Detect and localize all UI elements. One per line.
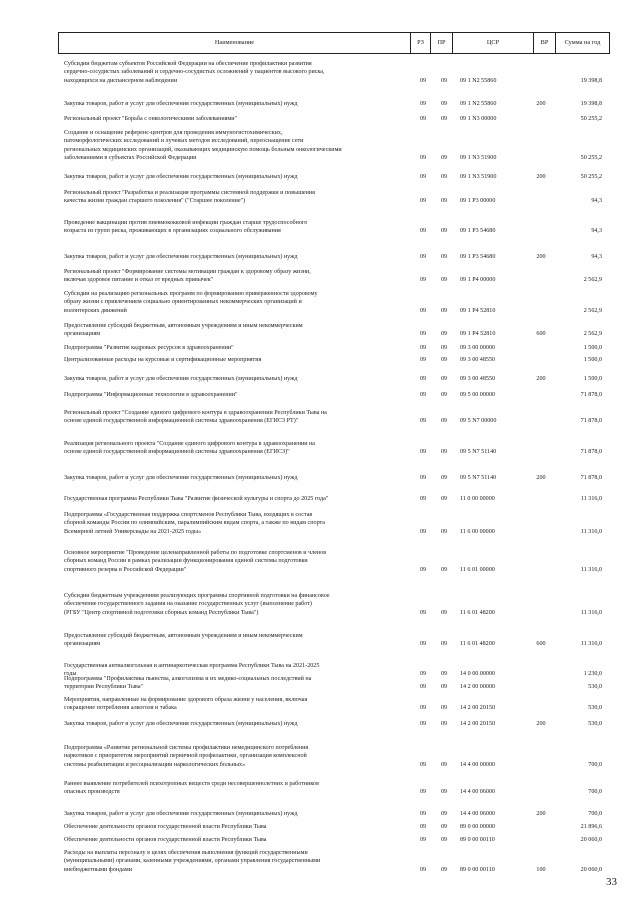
row-sum: 1 500,0 xyxy=(583,357,602,363)
row-pr: 09 xyxy=(440,721,448,727)
row-rz: 09 xyxy=(419,228,427,235)
row-name xyxy=(64,409,406,426)
row-name-line: спортивного резерва в Российской Федерации" xyxy=(64,566,187,573)
row-name-line: территории Республики Тыва" xyxy=(64,684,144,691)
header-rz: РЗ xyxy=(411,33,431,53)
row-sum: 50 255,2 xyxy=(580,174,602,180)
row-name-line: Региональный проект "Борьба с онкологическими заболеваниями" xyxy=(64,116,238,122)
row-name-line: сердечно-сосудистых заболеваний и сердечно-сосудистых осложнений у пациентов высокого риска, xyxy=(64,69,325,76)
row-sum: 11 316,0 xyxy=(580,609,602,616)
row-pr: 09 xyxy=(440,228,448,235)
row-pr: 09 xyxy=(440,154,448,161)
row-name-line: Основное мероприятие "Проведение целенаправленной работы по подготовке спортсменов и членов xyxy=(64,550,327,556)
row-name-line: Закупка товаров, работ и услуг для обеспечения государственных (муниципальных) нужд xyxy=(64,174,298,180)
row-pr: 09 xyxy=(440,671,448,678)
row-name-line: Закупка товаров, работ и услуг для обеспечения государственных (муниципальных) нужд xyxy=(64,811,298,817)
row-csr: 11 6 01 00000 xyxy=(460,566,495,573)
row-sum: 530,0 xyxy=(588,721,602,727)
row-pr: 09 xyxy=(440,449,448,456)
row-csr: 11 0 00 00000 xyxy=(460,496,495,502)
row-pr: 09 xyxy=(440,331,448,338)
row-pr: 09 xyxy=(440,307,448,314)
row-csr: 11 6 01 48200 xyxy=(460,641,495,648)
row-sum: 50 255,2 xyxy=(580,154,602,161)
row-name-line: Обеспечение деятельности органов государственной власти Республики Тыва xyxy=(64,824,267,830)
row-name-line: основе единой государственной информационной системы здравоохранения (ЕГИСЗ)" xyxy=(64,449,290,456)
row-name-line: Проведение вакцинации против пневмококковой инфекции граждан старше трудоспособного xyxy=(64,220,308,226)
row-sum: 1 500,0 xyxy=(583,376,602,382)
row-name xyxy=(64,675,406,692)
row-csr: 09 1 N2 55860 xyxy=(460,77,497,84)
row-name-line: Региональный проект "Создание единого цифрового контура в здравоохранении Республики Тыва на xyxy=(64,410,327,416)
row-pr: 09 xyxy=(440,277,448,284)
row-csr: 09 5 N7 51140 xyxy=(460,475,497,481)
row-rz: 09 xyxy=(419,866,427,873)
row-csr: 09 5 N7 00000 xyxy=(460,418,497,425)
row-csr: 14 4 00 06000 xyxy=(460,789,496,796)
row-rz: 09 xyxy=(419,392,427,398)
row-name-line: Подпрограмма "Информационные технологии в здравоохранении" xyxy=(64,392,238,398)
row-name-line: сборных команд России в рамках реализации функционирования единой системы подготовки xyxy=(64,558,308,565)
row-pr: 09 xyxy=(440,641,448,648)
row-name xyxy=(64,189,406,206)
row-name-line: Расходы на выплаты персоналу в целях обеспечения выполнения функций государственными xyxy=(64,850,308,856)
row-sum: 19 398,8 xyxy=(580,101,602,107)
row-sum: 530,0 xyxy=(588,684,602,691)
row-vr: 100 xyxy=(536,866,546,873)
row-name xyxy=(64,253,406,261)
row-name-line: Всемирной летней Универсиады на 2021-2025 годы» xyxy=(64,528,202,535)
row-name-line: включая здоровое питание и отказ от вредных привычек" xyxy=(64,277,214,284)
row-name-line: Централизованные расходы на курсовые и сертификационные мероприятия xyxy=(64,357,262,363)
row-rz: 09 xyxy=(419,345,427,351)
row-rz: 09 xyxy=(419,449,427,456)
row-name xyxy=(64,696,406,713)
row-csr: 09 1 P3 54680 xyxy=(460,254,496,260)
row-rz: 09 xyxy=(419,566,427,573)
row-pr: 09 xyxy=(440,684,448,691)
row-csr: 14 0 00 00000 xyxy=(460,671,496,678)
row-name xyxy=(64,744,406,769)
row-csr: 14 4 00 06000 xyxy=(460,811,496,817)
header-vr: ВР xyxy=(534,33,556,53)
row-name-line: Предоставление субсидий бюджетным, автономным учреждениям и иным некоммерческим xyxy=(64,323,303,329)
row-rz: 09 xyxy=(419,101,427,107)
row-pr: 09 xyxy=(440,376,448,382)
row-name xyxy=(64,440,406,457)
row-sum: 530,0 xyxy=(588,705,602,712)
row-pr: 09 xyxy=(440,475,448,481)
row-rz: 09 xyxy=(419,811,427,817)
row-csr: 09 1 P4 00000 xyxy=(460,277,496,284)
table-header xyxy=(58,32,610,54)
row-name xyxy=(64,173,406,181)
row-csr: 89 0 00 00110 xyxy=(460,837,495,843)
row-name-line: Региональный проект "Разработка и реализация программы системной поддержки и повышения xyxy=(64,190,315,196)
row-name xyxy=(64,219,406,236)
row-pr: 09 xyxy=(440,761,448,768)
row-pr: 09 xyxy=(440,609,448,616)
row-pr: 09 xyxy=(440,101,448,107)
header-pr: ПР xyxy=(431,33,453,53)
row-name-line: обеспечение государственного задания на оказание государственных услуг (выполнение работ) xyxy=(64,601,312,608)
row-name-line: Создание и оснащение референс-центров для проведения иммуногистохимических, xyxy=(64,130,283,136)
row-name-line: опасных производств xyxy=(64,789,120,796)
row-vr: 600 xyxy=(536,331,546,338)
row-vr: 200 xyxy=(536,376,546,382)
row-name xyxy=(64,592,406,617)
row-name-line: Закупка товаров, работ и услуг для обеспечения государственных (муниципальных) нужд xyxy=(64,254,298,260)
row-csr: 14 2 00 20150 xyxy=(460,705,496,712)
row-rz: 09 xyxy=(419,307,427,314)
row-pr: 09 xyxy=(440,392,448,398)
row-csr: 09 1 P4 52810 xyxy=(460,307,496,314)
row-name-line: волонтерских движений xyxy=(64,307,127,314)
row-name xyxy=(64,115,406,123)
row-name-line: Государственная антиалкогольная и антинаркотическая программа Республики Тыва на 2021-2025 xyxy=(64,663,320,669)
row-name-line: Подпрограмма "Профилактика пьянства, алкоголизма и их медико-социальных последствий на xyxy=(64,676,312,682)
row-rz: 09 xyxy=(419,789,427,796)
row-pr: 09 xyxy=(440,866,448,873)
row-name-line: Подпрограмма «Государственная поддержка спортсменов Республики Тыва, входящих в состав xyxy=(64,512,313,518)
row-pr: 09 xyxy=(440,837,448,843)
row-rz: 09 xyxy=(419,761,427,768)
row-sum: 71 878,0 xyxy=(580,475,602,481)
row-name-line: Субсидии бюджетным учреждениям реализующих программы спортивной подготовки на финансовое xyxy=(64,593,330,599)
row-csr: 09 3 00 00000 xyxy=(460,345,496,351)
row-pr: 09 xyxy=(440,174,448,180)
row-name xyxy=(64,810,406,818)
row-rz: 09 xyxy=(419,418,427,425)
row-name-line: Закупка товаров, работ и услуг для обеспечения государственных (муниципальных) нужд xyxy=(64,101,298,107)
row-vr: 600 xyxy=(536,641,546,648)
row-csr: 09 3 00 48550 xyxy=(460,357,496,363)
row-name-line: основе единой государственной информационной системы здравоохранения (ЕГИСЗ РТ)" xyxy=(64,418,299,425)
row-name-line: патоморфологических исследований и лучевых методов исследований, переоснащение сети xyxy=(64,138,304,145)
row-rz: 09 xyxy=(419,116,427,122)
row-name-line: возраста из групп риска, проживающих в организациях социального обслуживания xyxy=(64,228,281,235)
row-name xyxy=(64,268,406,285)
row-name-line: находящихся на диспансерном наблюдении xyxy=(64,77,178,84)
row-name xyxy=(64,344,406,352)
row-sum: 94,3 xyxy=(591,254,602,260)
row-vr: 200 xyxy=(536,475,546,481)
row-sum: 71 878,0 xyxy=(580,392,602,398)
row-rz: 09 xyxy=(419,331,427,338)
row-csr: 89 0 00 00110 xyxy=(460,866,495,873)
row-csr: 09 1 P4 52810 xyxy=(460,331,496,338)
row-name xyxy=(64,391,406,399)
row-pr: 09 xyxy=(440,345,448,351)
row-sum: 11 316,0 xyxy=(580,528,602,535)
row-name xyxy=(64,549,406,574)
row-rz: 09 xyxy=(419,198,427,205)
row-sum: 19 398,8 xyxy=(580,77,602,84)
row-sum: 2 562,9 xyxy=(583,307,602,314)
row-name xyxy=(64,375,406,383)
row-rz: 09 xyxy=(419,496,427,502)
row-sum: 700,0 xyxy=(588,811,602,817)
row-name-line: качества жизни граждан старшего поколения" ("Старшее поколение") xyxy=(64,198,246,205)
row-name-line: Региональный проект "Формирование системы мотивации граждан к здоровому образу жизни, xyxy=(64,269,311,275)
header-sum: Сумма на год xyxy=(564,39,601,46)
row-pr: 09 xyxy=(440,254,448,260)
row-name-line: Государственная программа Республики Тыва "Развитие физической культуры и спорта до 2025 года" xyxy=(64,496,329,502)
row-vr: 200 xyxy=(536,101,546,107)
row-rz: 09 xyxy=(419,77,427,84)
row-name-line: организациям xyxy=(64,641,101,648)
row-pr: 09 xyxy=(440,198,448,205)
row-sum: 2 562,9 xyxy=(583,277,602,284)
row-name xyxy=(64,720,406,728)
row-csr: 09 3 00 48550 xyxy=(460,376,496,382)
row-rz: 09 xyxy=(419,277,427,284)
row-name-line: (муниципальными) органами, казенными учреждениями, органами управления государственными xyxy=(64,858,321,865)
row-csr: 89 0 00 00000 xyxy=(460,824,496,830)
row-sum: 20 060,0 xyxy=(580,866,602,873)
row-rz: 09 xyxy=(419,254,427,260)
row-pr: 09 xyxy=(440,824,448,830)
row-pr: 09 xyxy=(440,811,448,817)
row-sum: 94,3 xyxy=(591,198,602,205)
row-vr: 200 xyxy=(536,721,546,727)
row-name-line: внебюджетными фондами xyxy=(64,866,132,873)
row-pr: 09 xyxy=(440,789,448,796)
row-vr: 200 xyxy=(536,174,546,180)
row-name-line: Субсидии на реализацию региональных программ по формированию приверженности здоровому xyxy=(64,291,318,297)
row-sum: 20 060,0 xyxy=(580,837,602,843)
page-number: 33 xyxy=(606,876,617,888)
row-name-line: наркотиков с приоритетом мероприятий первичной профилактики, организация комплексной xyxy=(64,753,307,760)
row-name-line: Подпрограмма "Развитие кадровых ресурсов в здравоохранении" xyxy=(64,345,234,351)
row-rz: 09 xyxy=(419,154,427,161)
row-csr: 09 1 N3 00000 xyxy=(460,116,497,122)
header-name: Наименование xyxy=(59,33,411,53)
row-csr: 09 1 N3 51900 xyxy=(460,154,497,161)
row-pr: 09 xyxy=(440,357,448,363)
row-rz: 09 xyxy=(419,609,427,616)
row-name-line: сборной команды России по олимпийским, паралимпийским видам спорта, а также по видам спорта xyxy=(64,520,325,527)
row-name-line: региональных медицинских организаций, оказывающих медицинскую помощь больным онкологическими xyxy=(64,146,342,153)
row-name xyxy=(64,849,406,874)
row-name-line: годы xyxy=(64,671,77,678)
row-sum: 11 316,0 xyxy=(580,566,602,573)
row-sum: 11 316,0 xyxy=(580,496,602,502)
row-rz: 09 xyxy=(419,475,427,481)
row-name-line: заболеваниями в субъектах Российской Федерации xyxy=(64,154,197,161)
row-pr: 09 xyxy=(440,77,448,84)
row-sum: 71 878,0 xyxy=(580,449,602,456)
row-name xyxy=(64,322,406,339)
row-pr: 09 xyxy=(440,566,448,573)
row-sum: 21 896,6 xyxy=(580,824,602,830)
row-csr: 09 1 N2 55860 xyxy=(460,101,497,107)
row-name-line: Закупка товаров, работ и услуг для обеспечения государственных (муниципальных) нужд xyxy=(64,376,298,382)
row-name xyxy=(64,129,406,162)
row-name xyxy=(64,823,406,831)
row-rz: 09 xyxy=(419,705,427,712)
row-csr: 14 2 00 00000 xyxy=(460,684,496,691)
row-csr: 09 5 N7 51140 xyxy=(460,449,497,456)
row-rz: 09 xyxy=(419,671,427,678)
row-name-line: организациям xyxy=(64,331,101,338)
row-rz: 09 xyxy=(419,824,427,830)
row-vr: 200 xyxy=(536,811,546,817)
row-name-line: Реализация регионального проекта "Создание единого цифрового контура в здравоохранении на xyxy=(64,441,315,447)
row-sum: 700,0 xyxy=(588,761,602,768)
row-sum: 2 562,9 xyxy=(583,331,602,338)
row-pr: 09 xyxy=(440,116,448,122)
row-name-line: сокращение потребления алкоголя и табака xyxy=(64,705,177,712)
row-name xyxy=(64,632,406,649)
row-name-line: Закупка товаров, работ и услуг для обеспечения государственных (муниципальных) нужд xyxy=(64,475,298,481)
row-pr: 09 xyxy=(440,528,448,535)
row-name-line: Мероприятия, направленные на формирование здорового образа жизни у населения, включая xyxy=(64,697,308,703)
row-csr: 09 1 P3 00000 xyxy=(460,198,496,205)
row-pr: 09 xyxy=(440,496,448,502)
row-pr: 09 xyxy=(440,705,448,712)
row-name xyxy=(64,495,406,503)
row-sum: 94,3 xyxy=(591,228,602,235)
row-rz: 09 xyxy=(419,684,427,691)
row-csr: 14 4 00 00000 xyxy=(460,761,496,768)
row-sum: 700,0 xyxy=(588,789,602,796)
row-name xyxy=(64,836,406,844)
row-sum: 1 230,0 xyxy=(583,671,602,678)
header-csr: ЦСР xyxy=(453,33,534,53)
row-name xyxy=(64,511,406,536)
row-name-line: Подпрограмма «Развитие региональной системы профилактики немедицинского потребления xyxy=(64,745,309,751)
row-name-line: (РГБУ "Центр спортивной подготовки сборных команд Республики Тыва") xyxy=(64,609,259,616)
row-name xyxy=(64,356,406,364)
row-name-line: Обеспечение деятельности органов государственной власти Республики Тыва xyxy=(64,837,267,843)
row-csr: 11 6 00 00000 xyxy=(460,528,495,535)
row-name xyxy=(64,60,406,85)
row-rz: 09 xyxy=(419,376,427,382)
row-name-line: Раннее выявление потребителей психотропных веществ среди несовершеннолетних и работников xyxy=(64,781,319,787)
row-rz: 09 xyxy=(419,641,427,648)
row-sum: 71 878,0 xyxy=(580,418,602,425)
row-rz: 09 xyxy=(419,357,427,363)
row-name-line: Предоставление субсидий бюджетным, автономным учреждениям и иным некоммерческим xyxy=(64,633,303,639)
row-name-line: образу жизни с привлечением социально ориентированных некоммерческих организаций и xyxy=(64,299,302,306)
row-rz: 09 xyxy=(419,721,427,727)
row-sum: 1 500,0 xyxy=(583,345,602,351)
row-csr: 14 2 00 20150 xyxy=(460,721,496,727)
row-csr: 09 1 P3 54680 xyxy=(460,228,496,235)
row-vr: 200 xyxy=(536,254,546,260)
row-name-line: системы реабилитации и ресоциализации наркологических больных» xyxy=(64,761,246,768)
row-name-line: Субсидии бюджетам субъектов Российской Федерации на обеспечение профилактики развития xyxy=(64,61,312,67)
row-sum: 11 316,0 xyxy=(580,641,602,648)
row-name xyxy=(64,290,406,315)
row-name xyxy=(64,474,406,482)
row-pr: 09 xyxy=(440,418,448,425)
row-rz: 09 xyxy=(419,837,427,843)
row-name xyxy=(64,100,406,108)
row-name xyxy=(64,780,406,797)
row-csr: 11 6 01 48200 xyxy=(460,609,495,616)
row-csr: 09 1 N3 51900 xyxy=(460,174,497,180)
row-name-line: Закупка товаров, работ и услуг для обеспечения государственных (муниципальных) нужд xyxy=(64,721,298,727)
row-rz: 09 xyxy=(419,528,427,535)
row-sum: 50 255,2 xyxy=(580,116,602,122)
row-rz: 09 xyxy=(419,174,427,180)
row-csr: 09 5 00 00000 xyxy=(460,392,496,398)
